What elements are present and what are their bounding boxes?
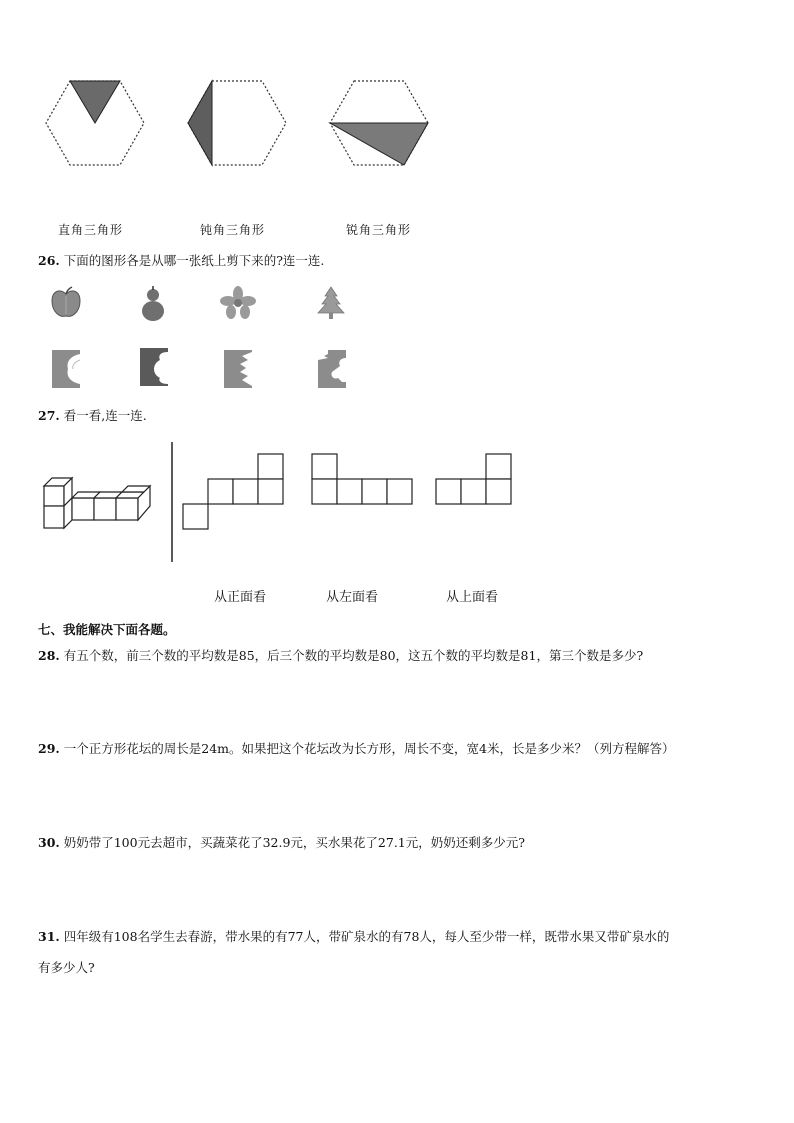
view-label-top: 从上面看 <box>446 590 499 605</box>
cut-paper-tree-icon <box>316 348 348 390</box>
caption-acute-triangle: 锐角三角形 <box>346 223 412 237</box>
section-title: 七、我能解决下面各题。 <box>38 622 176 637</box>
question-number: 28. <box>38 648 60 663</box>
view-grid-right-tall <box>435 452 515 508</box>
cut-paper-gourd-icon <box>138 346 170 388</box>
view-grid-left-tall <box>311 452 415 508</box>
question-text: 奶奶带了100元去超市，买蔬菜花了32.9元，买水果花了27.1元，奶奶还剩多少元? <box>63 835 525 850</box>
view-grid-staircase <box>182 452 286 532</box>
question-number: 31. <box>38 929 60 944</box>
question-number: 26. <box>38 253 60 268</box>
apple-shape-icon <box>50 286 82 320</box>
question-28 <box>38 646 643 664</box>
hexagon-figure-obtuse-triangle <box>182 78 292 168</box>
caption-obtuse-triangle: 钝角三角形 <box>200 223 266 237</box>
divider-line <box>170 442 174 562</box>
cube-arrangement-figure <box>40 476 156 532</box>
view-label-front: 从正面看 <box>214 590 267 605</box>
cut-paper-apple-icon <box>50 348 82 390</box>
tree-shape-icon <box>316 286 346 320</box>
question-27 <box>38 406 147 424</box>
question-31 <box>38 927 669 945</box>
view-label-left: 从左面看 <box>326 590 379 605</box>
question-number: 27. <box>38 408 60 423</box>
question-text-line1: 四年级有108名学生去春游，带水果的有77人，带矿泉水的有78人，每人至少带一样，既带水果又带矿泉水的 <box>63 929 670 944</box>
flower-shape-icon <box>220 286 256 320</box>
question-29 <box>38 739 674 757</box>
question-number: 30. <box>38 835 60 850</box>
question-text: 下面的图形各是从哪一张纸上剪下来的?连一连. <box>63 253 325 268</box>
hexagon-figure-acute-triangle <box>324 78 434 168</box>
cut-paper-flower-icon <box>222 348 254 390</box>
question-number: 29. <box>38 741 60 756</box>
question-31-line2: 有多少人? <box>38 960 95 975</box>
question-text: 一个正方形花坛的周长是24m。如果把这个花坛改为长方形，周长不变，宽4米，长是多少米？（列方程解答） <box>63 741 675 756</box>
caption-right-triangle: 直角三角形 <box>58 223 124 237</box>
hexagon-figure-right-triangle <box>40 78 150 168</box>
question-text: 看一看,连一连. <box>63 408 147 423</box>
gourd-shape-icon <box>140 286 166 322</box>
question-text: 有五个数，前三个数的平均数是85，后三个数的平均数是80，这五个数的平均数是81，第三个数是多少? <box>63 648 644 663</box>
question-30 <box>38 833 525 851</box>
question-26 <box>38 251 324 269</box>
